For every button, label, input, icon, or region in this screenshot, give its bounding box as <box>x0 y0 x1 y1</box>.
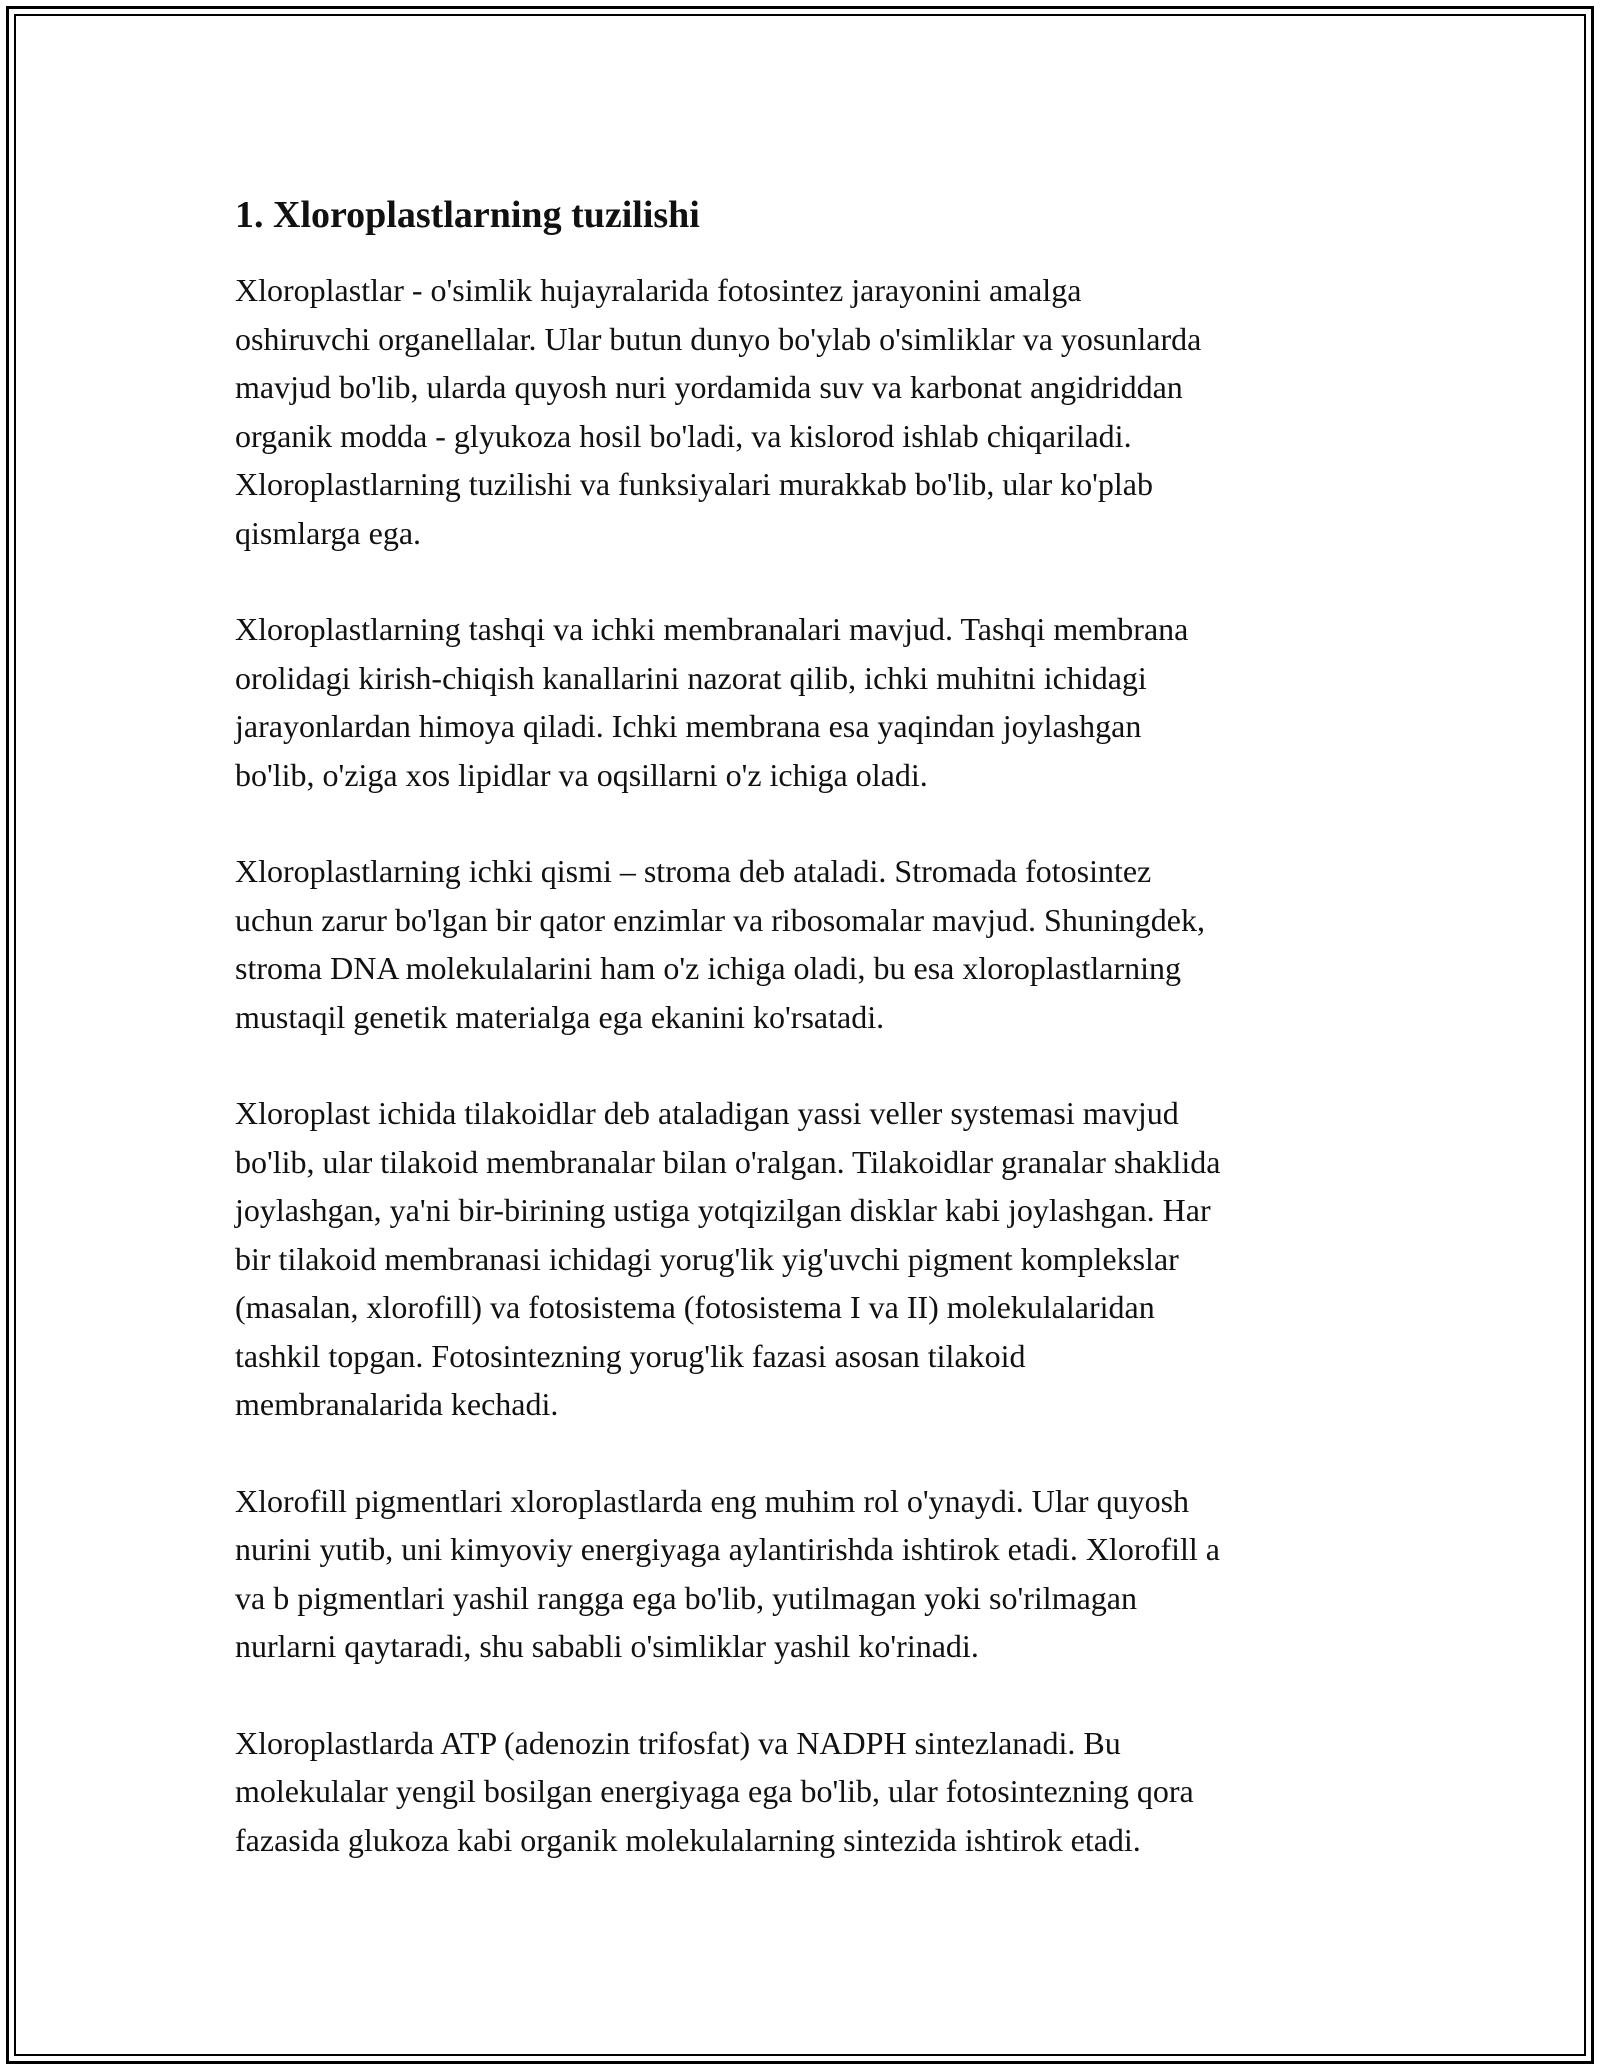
paragraph-intro: Xloroplastlar - o'simlik hujayralarida fotosintez jarayonini amalga oshiruvchi organellalar. Ular butun dunyo bo'ylab o'simliklar va yosunlarda mavjud bo'lib, ularda quyosh nuri yordamida suv va karbonat angidriddan organik modda - glyukoza hosil bo'ladi, va kislorod ishlab chiqariladi. Xloroplastlarning tuzilishi va funksiyalari murakkab bo'lib, ular ko'plab qismlarga ega. <box>235 272 1202 551</box>
paragraph-thylakoids: Xloroplast ichida tilakoidlar deb ataladigan yassi veller systemasi mavjud bo'lib, ular tilakoid membranalar bilan o'ralgan. Tilakoidlar granalar shaklida joylashgan, ya'ni bir-birining ustiga yotqizilgan disklar kabi joylashgan. Har bir tilakoid membranasi ichidagi yorug'lik yig'uvchi pigment komplekslar (masalan, xlorofill) va fotosistema (fotosistema I va II) molekulalaridan tashkil topgan. Fotosintezning yorug'lik fazasi asosan tilakoid membranalarida kechadi. <box>235 1095 1221 1422</box>
section-heading: 1. Xloroplastlarning tuzilishi <box>235 194 700 236</box>
document-body <box>235 190 1395 1912</box>
paragraph-chlorophyll: Xlorofill pigmentlari xloroplastlarda eng muhim rol o'ynaydi. Ular quyosh nurini yutib, uni kimyoviy energiyaga aylantirishda ishtirok etadi. Xlorofill a va b pigmentlari yashil rangga ega bo'lib, yutilmagan yoki so'rilmagan nurlarni qaytaradi, shu sababli o'simliklar yashil ko'rinadi. <box>235 1482 1220 1664</box>
paragraph-membranes: Xloroplastlarning tashqi va ichki membranalari mavjud. Tashqi membrana orolidagi kirish-chiqish kanallarini nazorat qilib, ichki muhitni ichidagi jarayonlardan himoya qiladi. Ichki membrana esa yaqindan joylashgan bo'lib, o'ziga xos lipidlar va oqsillarni o'z ichiga oladi. <box>235 611 1189 793</box>
paragraph-atp-nadph: Xloroplastlarda ATP (adenozin trifosfat) va NADPH sintezlanadi. Bu molekulalar yengil bosilgan energiyaga ega bo'lib, ular fotosintezning qora fazasida glukoza kabi organik molekulalarning sintezida ishtirok etadi. <box>235 1724 1194 1858</box>
paragraph-stroma: Xloroplastlarning ichki qismi – stroma deb ataladi. Stromada fotosintez uchun zarur bo'lgan bir qator enzimlar va ribosomalar mavjud. Shuningdek, stroma DNA molekulalarini ham o'z ichiga oladi, bu esa xloroplastlarning mustaqil genetik materialga ega ekanini ko'rsatadi. <box>235 853 1205 1035</box>
